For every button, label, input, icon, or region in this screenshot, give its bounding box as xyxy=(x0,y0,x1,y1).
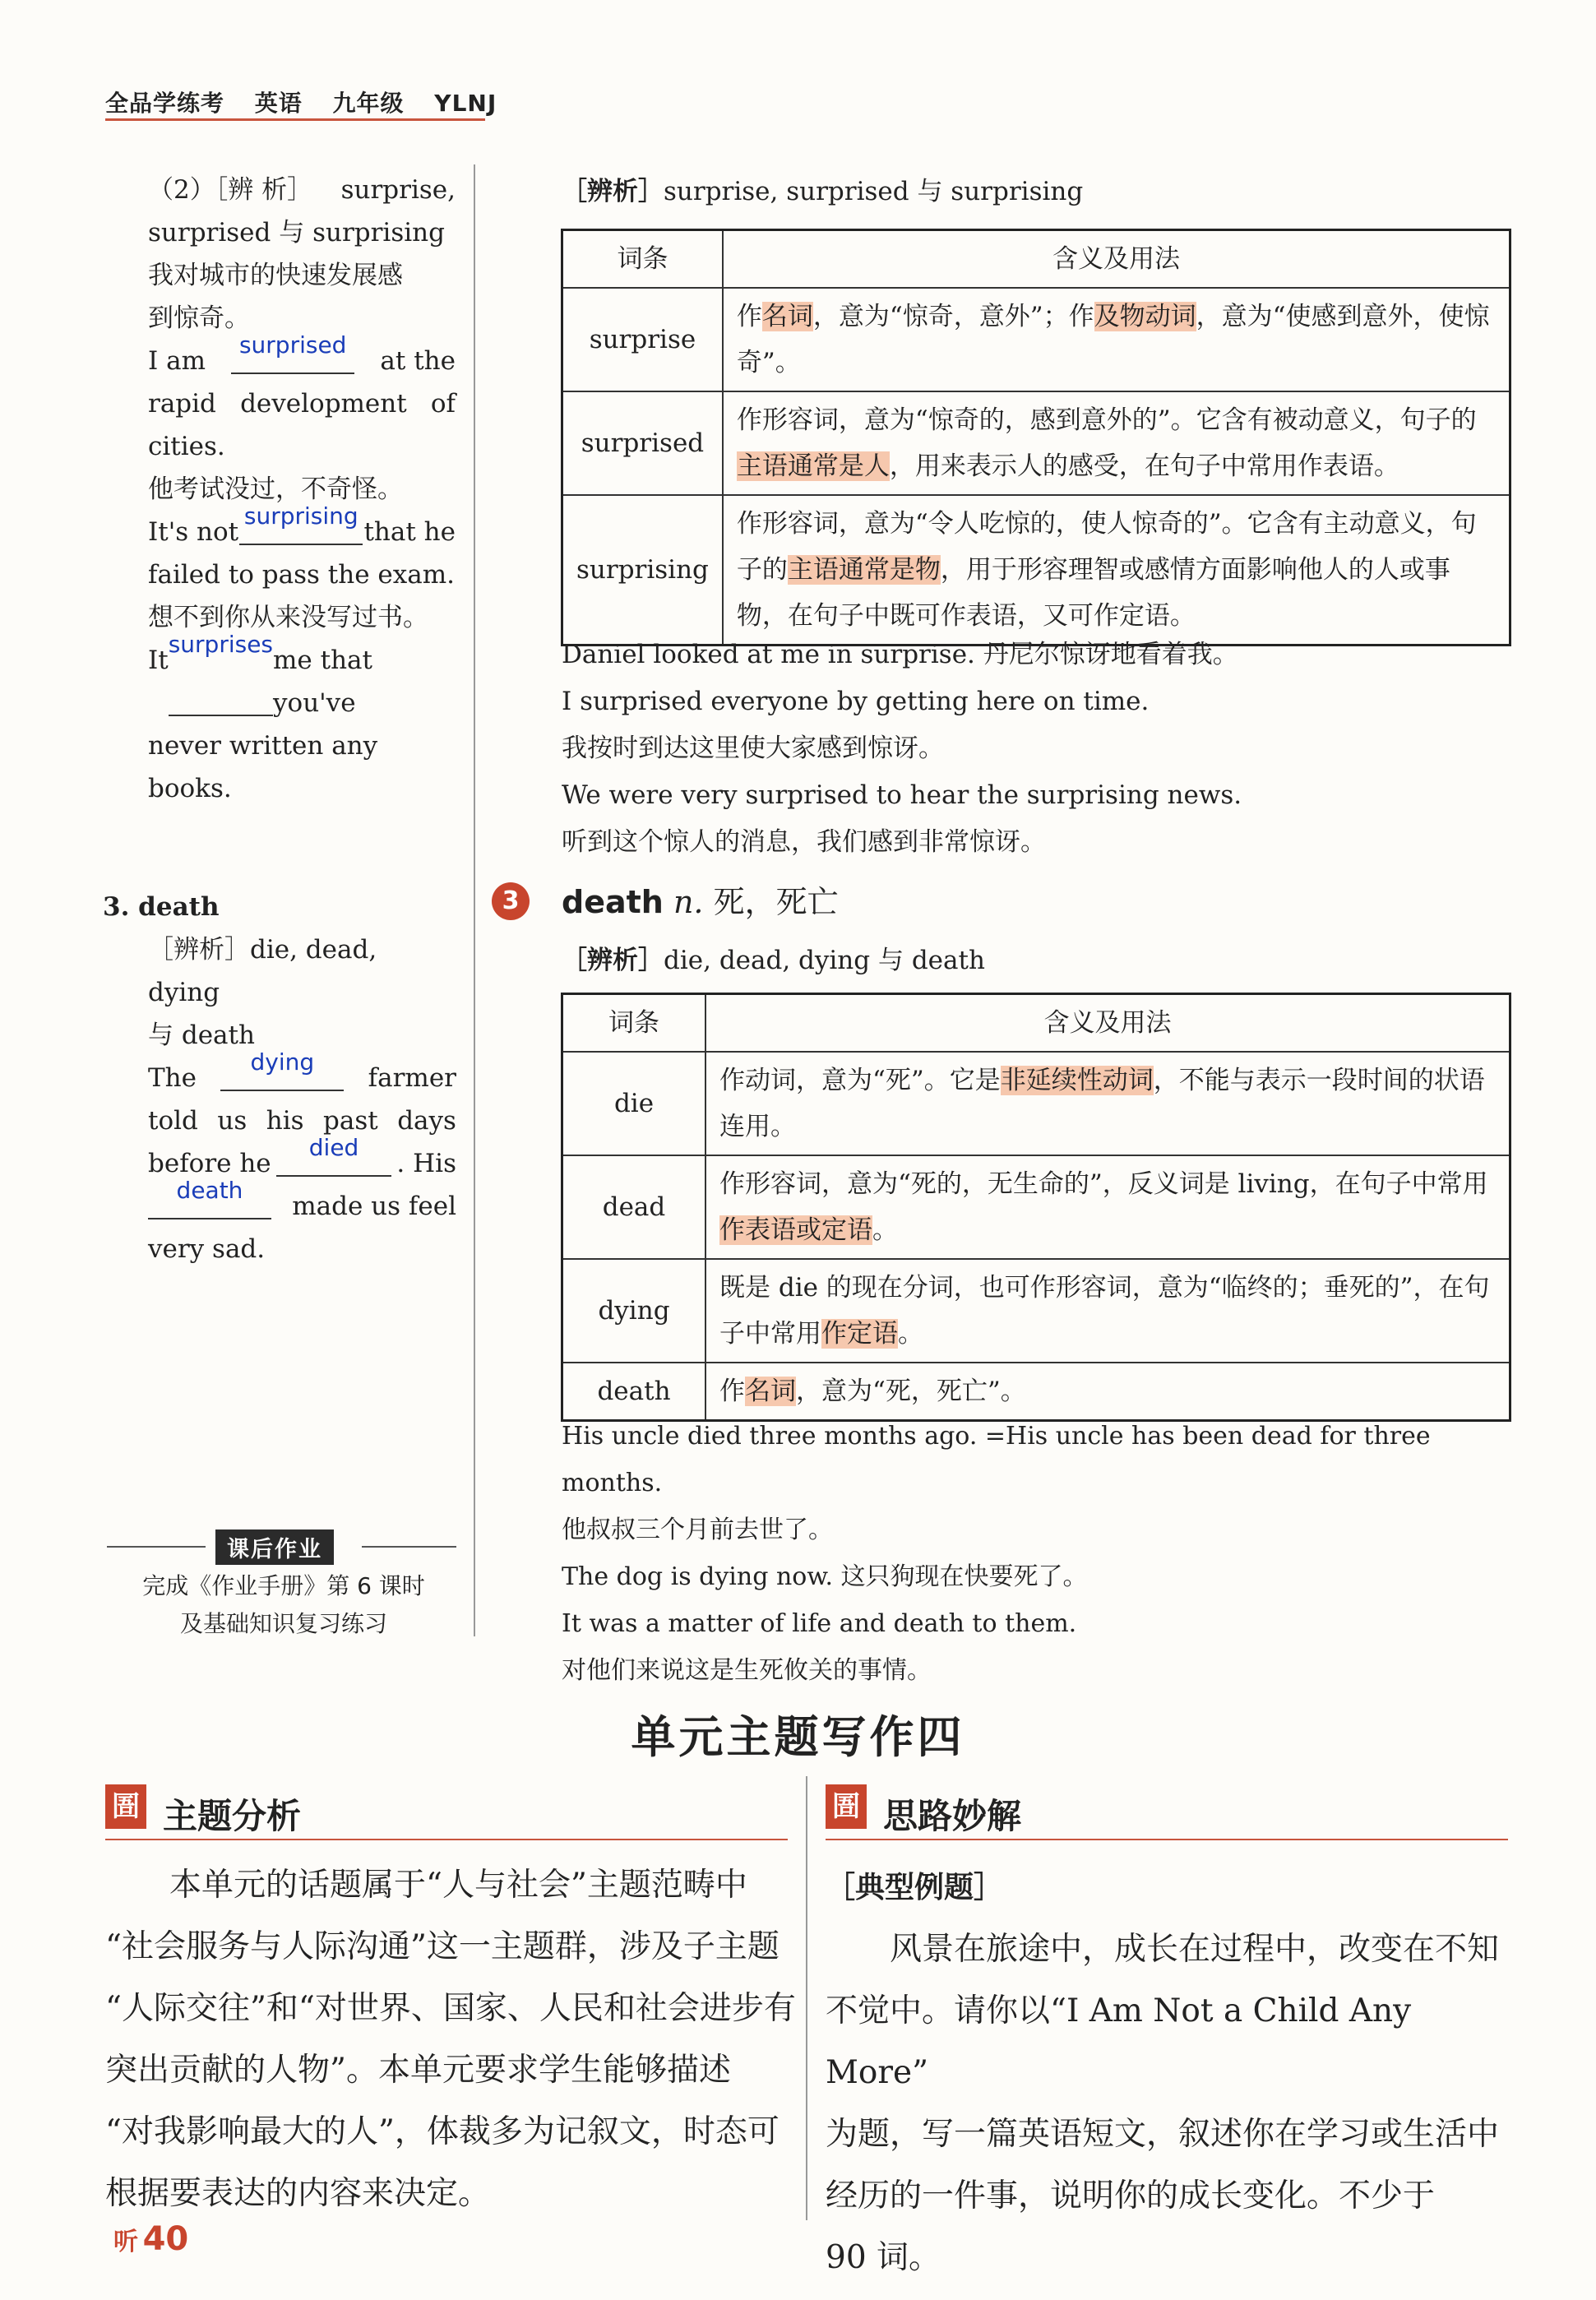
text: It's not xyxy=(148,517,239,547)
header-rule xyxy=(105,118,485,121)
examples-2 xyxy=(562,1413,1512,1694)
homework-line-1: 完成《作业手册》第 6 课时 xyxy=(142,1572,425,1599)
table-row xyxy=(562,1363,1510,1421)
example-sentence: It was a matter of life and death to them. xyxy=(562,1609,1077,1638)
text: made us feel xyxy=(292,1192,456,1221)
death-table xyxy=(561,993,1511,1422)
text-line: 根据要表达的内容来决定。 xyxy=(105,2175,491,2212)
text: The xyxy=(148,1063,197,1093)
table-row xyxy=(562,495,1510,646)
example-sentence: 我按时到达这里使大家感到惊讶。 xyxy=(562,734,944,763)
col-header-usage: 含义及用法 xyxy=(705,994,1510,1053)
page-number-value: 40 xyxy=(142,2220,189,2258)
text: very sad. xyxy=(148,1234,266,1264)
text: of xyxy=(430,389,456,419)
text-line: 经历的一件事，说明你的成长变化。不少于 xyxy=(826,2177,1436,2214)
analysis-title: die, dead, dying 与 death xyxy=(664,946,985,975)
usage-cell: 作形容词，意为“惊奇的，感到意外的”。它含有被动意义，句子的主语通常是人，用来表示人的感受，在句子中常用作表语。 xyxy=(723,391,1510,495)
grade: 九年级 xyxy=(332,90,405,117)
example-sentence: 对他们来说这是生死攸关的事情。 xyxy=(562,1656,932,1685)
answer-blank: surprised xyxy=(231,331,354,374)
word-cell: dead xyxy=(562,1155,706,1259)
vocab-entry-death xyxy=(562,877,839,922)
highlight: 名词 xyxy=(761,302,813,331)
section-number-badge: 3 xyxy=(492,882,530,920)
col-header-word: 词条 xyxy=(562,230,723,289)
text: failed to pass the exam. xyxy=(148,560,455,590)
usage-cell: 作动词，意为“死”。它是非延续性动词，不能与表示一段时间的状语连用。 xyxy=(705,1052,1510,1155)
example-sentence: His uncle died three months ago. =His uncle has been dead for three months. xyxy=(562,1422,1431,1497)
item-2-word: surprise, xyxy=(340,175,456,205)
table-row xyxy=(562,1259,1510,1363)
text: I am xyxy=(148,346,206,376)
text: farmer xyxy=(368,1063,456,1093)
item-2-line2: surprised 与 surprising xyxy=(148,218,445,248)
text: development xyxy=(240,389,407,419)
section-icon: 圄 xyxy=(826,1784,867,1829)
text: past xyxy=(323,1106,378,1136)
example-sentence: The dog is dying now. 这只狗现在快要死了。 xyxy=(562,1562,1088,1591)
section-icon: 圄 xyxy=(105,1784,146,1829)
table-header-row xyxy=(562,994,1510,1053)
text: . His xyxy=(396,1149,456,1178)
text-line: “社会服务与人际沟通”这一主题群，涉及子主题 xyxy=(105,1928,779,1965)
column-divider xyxy=(474,164,475,1636)
answer-blank: dying xyxy=(220,1048,344,1091)
example-sentence: 听到这个惊人的消息，我们感到非常惊讶。 xyxy=(562,827,1046,857)
page-number xyxy=(113,2220,188,2258)
book-name: 全品学练考 xyxy=(105,90,225,117)
theme-analysis-text xyxy=(105,1854,796,2224)
cn-sentence-1: 我对城市的快速发展感 xyxy=(148,261,403,290)
item-2-label: （2）［辨 析］ xyxy=(148,175,313,205)
surprise-table xyxy=(561,229,1511,646)
item-3-label2: 与 death xyxy=(148,1020,255,1050)
text: rapid xyxy=(148,389,216,419)
cn-sentence-2: 他考试没过，不奇怪。 xyxy=(148,474,403,504)
subject: 英语 xyxy=(254,90,303,117)
highlight: 作表语或定语 xyxy=(719,1215,872,1245)
example-prompt xyxy=(826,1857,1513,2288)
cn-sentence-1b: 到惊奇。 xyxy=(148,303,250,333)
homework-badge: 课后作业 xyxy=(215,1529,334,1565)
word-cell: die xyxy=(562,1052,706,1155)
analysis-tag: ［辨析］ xyxy=(562,946,664,975)
text: never written any books. xyxy=(148,731,378,803)
answer-blank: surprises xyxy=(169,631,273,716)
heading-underline xyxy=(826,1839,1508,1840)
word-cell: surprised xyxy=(562,391,723,495)
example-sentence: I surprised everyone by getting here on time. xyxy=(562,687,1150,716)
col-header-usage: 含义及用法 xyxy=(723,230,1510,289)
heading-underline xyxy=(105,1839,788,1840)
example-sentence: Daniel looked at me in surprise. 丹尼尔惊讶地看着我。 xyxy=(562,640,1238,669)
vocab-meaning: 死，死亡 xyxy=(713,884,839,920)
text-line: “对我影响最大的人”，体裁多为记叙文，时态可 xyxy=(105,2113,779,2150)
table-row xyxy=(562,1155,1510,1259)
answer-blank: death xyxy=(148,1177,271,1219)
analysis-tag: ［辨析］ xyxy=(562,177,664,206)
text-line: 风景在旅途中，成长在过程中，改变在不知 xyxy=(890,1931,1500,1968)
text-line: “人际交往”和“对世界、国家、人民和社会进步有 xyxy=(105,1990,796,2027)
table-header-row xyxy=(562,230,1510,289)
text-line: 突出贡献的人物”。本单元要求学生能够描述 xyxy=(105,2052,731,2089)
example-tag: ［典型例题］ xyxy=(826,1871,1004,1904)
text: at the xyxy=(380,346,456,376)
text: his xyxy=(266,1106,304,1136)
word-cell: surprise xyxy=(562,288,723,391)
theme-analysis-heading: 主题分析 xyxy=(163,1796,302,1836)
word-cell: death xyxy=(562,1363,706,1421)
highlight: 非延续性动词 xyxy=(1000,1066,1154,1095)
divider xyxy=(362,1546,456,1548)
highlight: 及物动词 xyxy=(1094,302,1196,331)
usage-cell: 作名词，意为“死，死亡”。 xyxy=(705,1363,1510,1421)
usage-cell: 作名词，意为“惊奇，意外”；作及物动词，意为“使感到意外，使惊奇”。 xyxy=(723,288,1510,391)
table-row xyxy=(562,288,1510,391)
usage-cell: 作形容词，意为“令人吃惊的，使人惊奇的”。它含有主动意义，句子的主语通常是物，用于形容理智或感情方面影响他人的人或事物，在句子中既可作表语，又可作定语。 xyxy=(723,495,1510,646)
approach-heading: 思路妙解 xyxy=(883,1796,1022,1836)
highlight: 主语通常是人 xyxy=(736,451,890,481)
unit-title: 单元主题写作四 xyxy=(631,1711,965,1763)
text-line: 本单元的话题属于“人与社会”主题范畴中 xyxy=(169,1867,747,1904)
homework-line-2: 及基础知识复习练习 xyxy=(179,1610,387,1637)
item-word: death xyxy=(138,892,220,922)
item-number: 3. xyxy=(103,892,130,922)
running-header xyxy=(105,86,518,118)
word-cell: surprising xyxy=(562,495,723,646)
table-row xyxy=(562,1052,1510,1155)
analysis-heading-2 xyxy=(562,937,1512,984)
highlight: 作定语 xyxy=(821,1319,898,1349)
example-sentence: 他叔叔三个月前去世了。 xyxy=(562,1516,833,1544)
usage-cell: 作形容词，意为“死的，无生命的”，反义词是 living，在句子中常用作表语或定语。 xyxy=(705,1155,1510,1259)
text: that he xyxy=(363,517,456,547)
col-header-word: 词条 xyxy=(562,994,706,1053)
part-of-speech: n. xyxy=(673,884,704,920)
text: us xyxy=(217,1106,247,1136)
highlight: 名词 xyxy=(745,1377,796,1406)
answer-item-3 xyxy=(103,886,456,1270)
edition: YLNJ xyxy=(434,90,497,117)
text: cities. xyxy=(148,432,225,461)
word-cell: dying xyxy=(562,1259,706,1363)
text-line: 不觉中。请你以“I Am Not a Child Any More” xyxy=(826,1992,1412,2091)
column-divider xyxy=(806,1776,807,2220)
example-sentence: We were very surprised to hear the surprising news. xyxy=(562,780,1242,810)
highlight: 主语通常是物 xyxy=(787,555,941,585)
usage-cell: 既是 die 的现在分词，也可作形容词，意为“临终的；垂死的”，在句子中常用作定语。 xyxy=(705,1259,1510,1363)
text: told xyxy=(148,1106,198,1136)
table-row xyxy=(562,391,1510,495)
analysis-heading-1 xyxy=(562,169,1512,215)
text-line: 为题，写一篇英语短文，叙述你在学习或生活中 xyxy=(826,2116,1500,2153)
text: It xyxy=(148,646,169,675)
text-line: 90 词。 xyxy=(826,2239,941,2276)
answer-item-2 xyxy=(148,169,456,810)
text: before he xyxy=(148,1149,271,1178)
text: me that you've xyxy=(273,646,372,718)
vocab-word: death xyxy=(562,884,664,920)
examples-1 xyxy=(562,632,1512,866)
answer-blank: surprising xyxy=(239,502,363,545)
text: days xyxy=(397,1106,456,1136)
item-3-label: ［辨析］die, dead, dying xyxy=(148,935,377,1007)
cn-sentence-3: 想不到你从来没写过书。 xyxy=(148,603,428,632)
divider xyxy=(107,1546,206,1548)
analysis-title: surprise, surprised 与 surprising xyxy=(664,177,1084,206)
page-prefix: 听 xyxy=(113,2228,138,2256)
answer-blank: died xyxy=(276,1134,391,1177)
